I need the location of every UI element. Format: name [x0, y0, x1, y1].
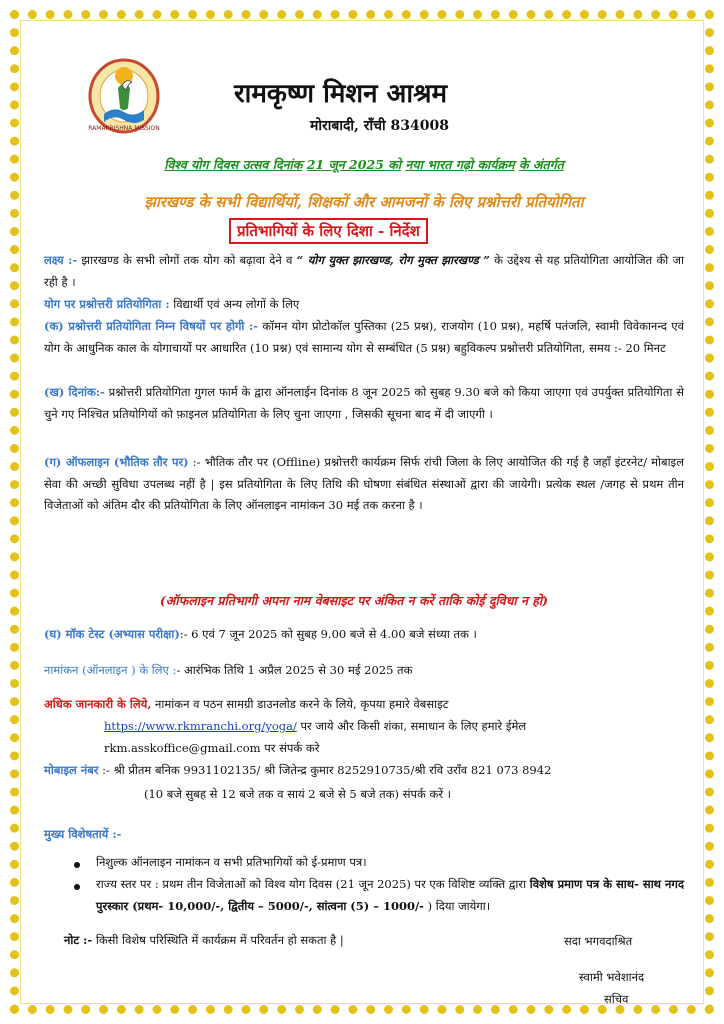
mobile-text: :- श्री प्रीतम बनिक 9931102135/ श्री जितेन्द्र कुमार 8252910735/श्री रवि उराँव 821 073 8942 — [98, 763, 552, 777]
bullet-icon — [74, 862, 80, 868]
svg-text:RAMAKRISHNA MISSION: RAMAKRISHNA MISSION — [88, 125, 160, 132]
quiz-text: विद्यार्थी एवं अन्य लोगों के लिए — [169, 297, 300, 311]
feature-item-2-end: ) दिया जायेगा। — [423, 898, 491, 913]
sign-off: सदा भगवदाश्रित — [564, 934, 633, 948]
info-label: अधिक जानकारी के लिये, — [44, 697, 152, 711]
feature-item-2-text: राज्य स्तर पर : प्रथम तीन विजेताओं को विश्व योग दिवस (21 जून 2025) पर एक विशिष्ट व्यक्ति द्वारा — [96, 877, 530, 891]
section-kha-text: प्रश्नोत्तरी प्रतियोगिता गुगल फार्म के द्वारा ऑनलाईन दिनांक 8 जून 2025 को सुबह 9.30 बजे को किया जाएगा एवं उपर्युक्त प्रतियोगिता से चुने गए निश्चित प्रतियोगियों को फ़ाइनल प्रतियोगिता के लिए चुना जाएगा , जिसकी सूचना बाद में दी जाएगी । — [44, 385, 684, 421]
section-ka-label: (क) प्रश्नोत्तरी प्रतियोगिता निम्न विषयों पर होगी :- — [44, 319, 259, 333]
objective-label: लक्ष्य :- — [44, 253, 78, 267]
section-ka — [44, 316, 684, 359]
section-ka-text: कॉमन योग प्रोटोकॉल पुस्तिका (25 प्रश्न), राजयोग (10 प्रश्न), महर्षि पतंजलि, स्वामी विवेकानन्द एवं योग के आधुनिक काल के योगाचार्यो पर आधारित (10 प्रश्न) एवं सामान्य योग से सम्बंधित (5 प्रश्न) बहुविकल्प प्रश्नोत्तरी प्रतियोगिता, समय :- 20 मिनट — [44, 319, 684, 355]
registration-label: नामांकन (ऑनलाइन ) के लिए : — [44, 663, 177, 677]
competition-subtitle: झारखण्ड के सभी विद्यार्थियों, शिक्षकों और आमजनों के लिए प्रश्नोत्तरी प्रतियोगिता — [144, 193, 584, 211]
feature-item-2-prize: विशेष प्रमाण पत्र के साथ- साथ नगद पुरस्कार (प्रथम- 10,000/-, द्वितीय – 5000/-, सांत्वना (5) – 1000/- — [96, 877, 684, 913]
features-heading: मुख्य विशेषतायें :- — [44, 827, 122, 841]
section-ga — [44, 452, 684, 517]
organization-title: रामकृष्ण मिशन आश्रम — [234, 79, 448, 109]
info-text: नामांकन व पठन सामग्री डाउनलोड करने के लिये, कृपया हमारे वेबसाइट — [151, 697, 449, 711]
feature-item-1: निशुल्क ऑनलाइन नामांकन व सभी प्रतिभागियों को ई-प्रमाण पत्र। — [96, 855, 367, 869]
registration-text: - आरंभिक तिथि 1 अप्रैल 2025 से 30 मई 2025 तक — [176, 663, 413, 677]
section-kha — [44, 382, 684, 425]
email-line: rkm.asskoffice@gmail.com पर संपर्क करे — [104, 741, 320, 755]
section-gha-text: :- 6 एवं 7 जून 2025 को सुबह 9.00 बजे से 4.00 बजे संध्या तक । — [179, 627, 477, 641]
note-label: नोट :- — [64, 933, 93, 947]
event-line-date: 21 जून 2025 को — [306, 157, 402, 172]
section-kha-label: (ख) दिनांक:- — [44, 385, 105, 399]
section-ga-label: (ग) ऑफलाइन (भौतिक तौर पर) — [44, 455, 189, 469]
guidelines-heading: प्रतिभागियों के लिए दिशा - निर्देश — [229, 218, 428, 244]
features-label — [44, 824, 684, 846]
info-line — [44, 694, 684, 716]
registration-line — [44, 660, 684, 682]
objective-slogan: “ योग युक्त झारखण्ड, रोग मुक्त झारखण्ड ” — [296, 253, 490, 267]
quiz-line — [44, 294, 684, 316]
section-gha-label: (घ) मॉक टेस्ट (अभ्यास परीक्षा) — [44, 627, 180, 641]
organization-address: मोराबादी, राँची 834008 — [310, 118, 449, 134]
bullet-icon — [74, 884, 80, 890]
contact-time: (10 बजे सुबह से 12 बजे तक व सायं 2 बजे से 5 बजे तक) संपर्क करें । — [144, 787, 452, 801]
ramakrishna-mission-logo — [88, 56, 160, 134]
offline-note: (ऑफलाइन प्रतिभागी अपना नाम वेबसाइट पर अंकित न करें ताकि कोई दुविधा न हो) — [159, 593, 549, 608]
website-link[interactable]: https://www.rkmranchi.org/yoga/ — [104, 719, 297, 733]
signatory-title: सचिव — [604, 992, 629, 1006]
note-line — [64, 930, 514, 952]
website-text: पर जाये और किसी शंका, समाधान के लिए हमारे ईमेल — [296, 719, 527, 733]
event-line-program: नया भारत गढ़ो कार्यक्रम — [405, 157, 515, 172]
section-gha — [44, 624, 684, 646]
website-line — [104, 716, 684, 738]
event-line-part4: के अंतर्गत — [518, 157, 564, 172]
objective-paragraph — [44, 250, 684, 293]
mobile-line — [44, 760, 684, 782]
document-page — [34, 34, 690, 1006]
event-line — [104, 156, 624, 173]
mobile-label: मोबाइल नंबर — [44, 763, 99, 777]
objective-text: झारखण्ड के सभी लोगों तक योग को बढ़ावा देने व — [77, 253, 297, 267]
objective-text-end: के उद्देश्य से यह प्रतियोगिता आयोजित की जा रही है । — [44, 253, 684, 289]
feature-item-2 — [96, 874, 684, 917]
quiz-label: योग पर प्रश्नोत्तरी प्रतियोगिता : — [44, 297, 170, 311]
section-ga-text: :- भौतिक तौर पर (Offline) प्रश्नोत्तरी कार्यक्रम सिर्फ रांची जिला के लिए आयोजित की गई है जहाँ इंटरनेट/ मोबाइल सेवा की अच्छी सुविधा उपलब्ध नहीं है | इस प्रतियोगिता के लिए तिथि की घोषणा संबंधित संस्थाओं द्वारा की जायेगी। प्रत्येक स्थल /जगह से प्रथम तीन विजेताओं को अंतिम दौर की प्रतियोगिता के लिए ऑनलाइन नामांकन 30 मई तक करना है । — [44, 455, 684, 512]
note-text: किसी विशेष परिस्थिति में कार्यक्रम में परिवर्तन हो सकता है | — [92, 933, 344, 947]
signatory-name: स्वामी भवेशानंद — [579, 970, 645, 984]
event-line-part1: विश्व योग दिवस उत्सव दिनांक — [164, 157, 303, 172]
